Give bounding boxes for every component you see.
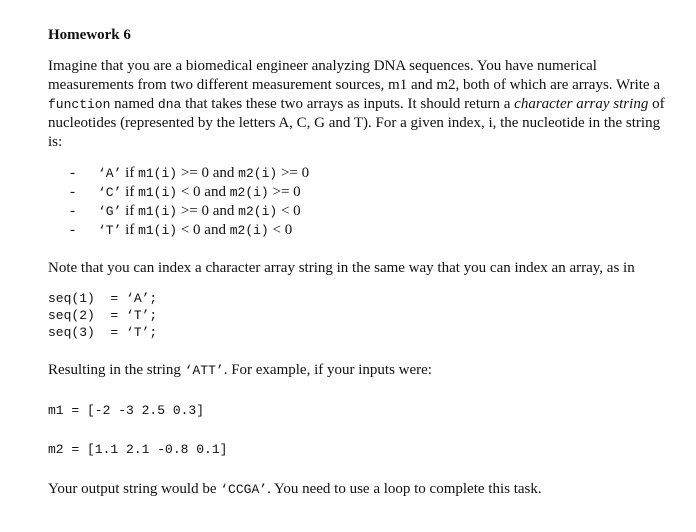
indexing-note: Note that you can index a character array string in the same way that you can index an array, as in <box>48 260 635 276</box>
intro-code-function: function <box>48 97 111 112</box>
final-text-1: Your output string would be <box>48 481 221 497</box>
rule-item <box>48 164 674 183</box>
list-dash: - <box>70 222 75 238</box>
nucleotide-rules-list <box>48 164 674 240</box>
final-text-2: . You need to use a loop to complete this task. <box>267 481 542 497</box>
rule-op1: >= 0 and <box>177 203 239 219</box>
code-line: seq(1) = ‘A’; <box>48 291 158 306</box>
intro-paragraph <box>48 57 674 152</box>
document-title: Homework 6 <box>48 27 131 43</box>
rule-letter: ‘C’ <box>98 185 122 200</box>
rule-letter: ‘A’ <box>98 166 122 181</box>
rule-item <box>48 221 674 240</box>
final-code: ‘CCGA’ <box>220 482 268 497</box>
rule-op1: >= 0 and <box>177 165 239 181</box>
rule-if: if <box>121 184 139 200</box>
rule-m1: m1(i) <box>138 223 178 238</box>
rule-if: if <box>121 165 139 181</box>
rule-item <box>48 202 674 221</box>
rule-op2: >= 0 <box>277 165 310 181</box>
intro-code-dna: dna <box>157 97 182 112</box>
rule-m1: m1(i) <box>138 166 178 181</box>
rule-op2: < 0 <box>268 222 293 238</box>
result-text-1: Resulting in the string <box>48 362 185 378</box>
list-dash: - <box>70 165 75 181</box>
rule-op1: < 0 and <box>177 184 230 200</box>
intro-text-3: that takes these two arrays as inputs. It should return a <box>181 96 515 112</box>
result-code: ‘ATT’ <box>184 363 224 378</box>
rule-if: if <box>121 222 139 238</box>
output-paragraph <box>48 480 674 499</box>
code-line: seq(2) = ‘T’; <box>48 308 158 323</box>
rule-op2: >= 0 <box>268 184 301 200</box>
rule-m2: m2(i) <box>229 223 269 238</box>
code-example-block <box>48 290 674 341</box>
intro-text-1: Imagine that you are a biomedical engineer analyzing DNA sequences. You have numerical measurements from two different measurement sources, m1 and m2, both of which are arrays. Write a <box>48 58 660 93</box>
intro-text-2: named <box>110 96 158 112</box>
rule-op2: < 0 <box>277 203 301 219</box>
rule-m2: m2(i) <box>238 204 278 219</box>
m2-example-line: m2 = [1.1 2.1 -0.8 0.1] <box>48 442 228 457</box>
rule-letter: ‘T’ <box>98 223 122 238</box>
list-dash: - <box>70 203 75 219</box>
list-dash: - <box>70 184 75 200</box>
rule-if: if <box>121 203 139 219</box>
intro-text-4: of nucleotides (represented by the letters A, C, G and T). For a given index, i, the nucleotide in the string is: <box>48 96 665 150</box>
rule-letter: ‘G’ <box>98 204 122 219</box>
code-line: seq(3) = ‘T’; <box>48 325 158 340</box>
rule-m1: m1(i) <box>138 204 178 219</box>
rule-m1: m1(i) <box>138 185 178 200</box>
rule-m2: m2(i) <box>229 185 269 200</box>
result-text-2: . For example, if your inputs were: <box>223 362 432 378</box>
result-paragraph <box>48 361 674 380</box>
rule-op1: < 0 and <box>177 222 230 238</box>
rule-item <box>48 183 674 202</box>
intro-italic: character array string <box>514 96 649 112</box>
rule-m2: m2(i) <box>238 166 278 181</box>
homework-document <box>48 26 674 499</box>
m1-example-line: m1 = [-2 -3 2.5 0.3] <box>48 403 205 418</box>
